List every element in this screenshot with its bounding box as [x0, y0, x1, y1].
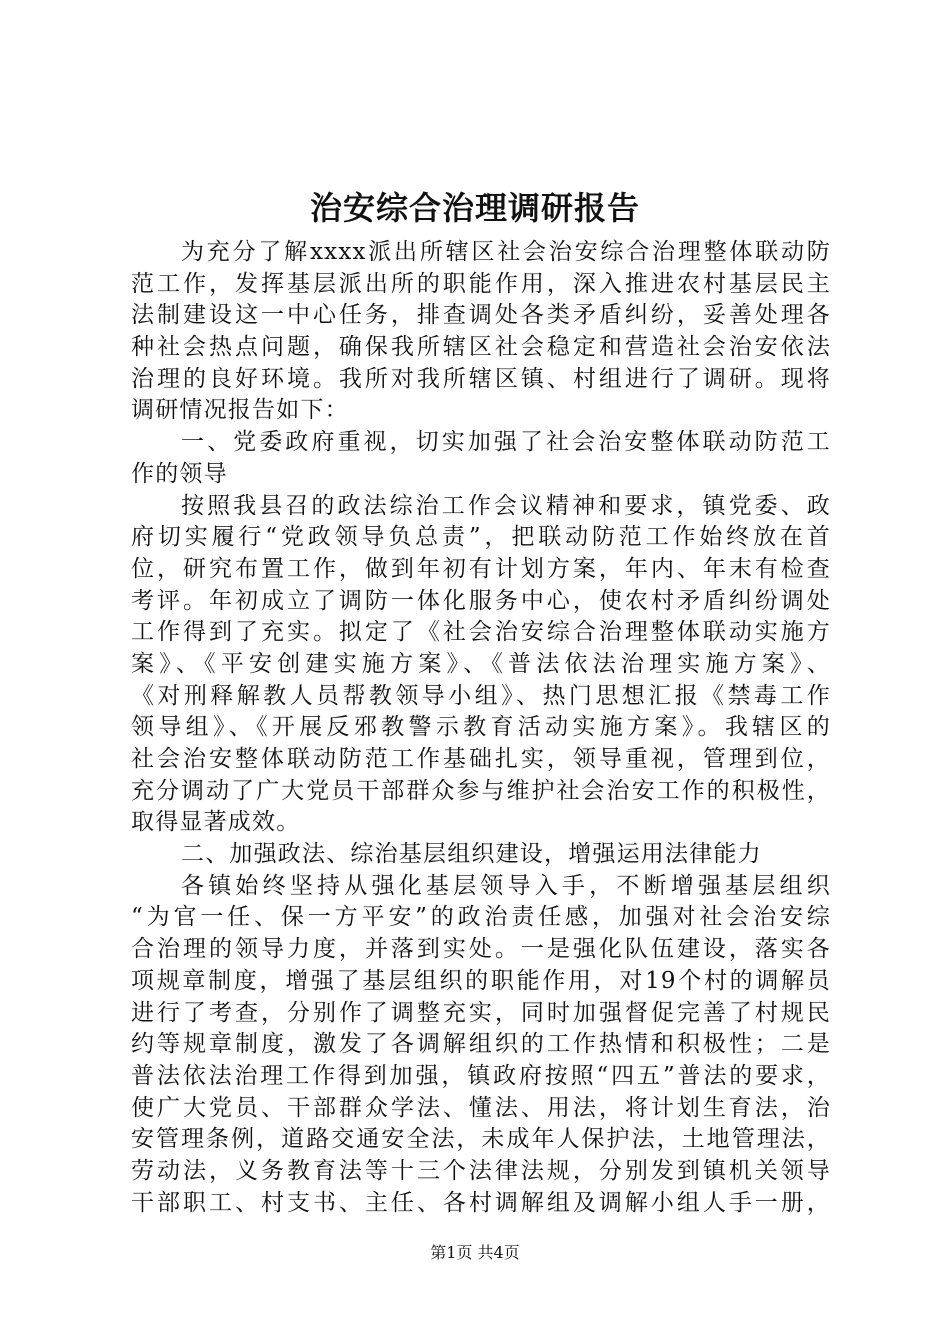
text-line: 考评。年初成立了调防一体化服务中心，使农村矛盾纠纷调处: [131, 587, 831, 614]
text-line: 调研情况报告如下：: [131, 397, 349, 424]
text-line: 为充分了解xxxx派出所辖区社会治安综合治理整体联动防: [181, 239, 831, 265]
text-line: 干部职工、村支书、主任、各村调解组及调解小组人手一册，: [131, 1189, 831, 1216]
text-line: 案》、《平安创建实施方案》、《普法依法治理实施方案》、: [131, 650, 831, 677]
text-line: 劳动法，义务教育法等十三个法律法规，分别发到镇机关领导: [131, 1157, 831, 1184]
text-line: 领导组》、《开展反邪教警示教育活动实施方案》。我辖区的: [131, 714, 831, 741]
text-line: “为官一任、保一方平安”的政治责任感，加强对社会治安综: [131, 904, 831, 931]
text-line: 种社会热点问题，确保我所辖区社会稳定和营造社会治安依法: [131, 334, 831, 361]
text-line: 社会治安整体联动防范工作基础扎实，领导重视，管理到位，: [131, 746, 831, 772]
document-body: [131, 237, 831, 1219]
text-line: 各镇始终坚持从强化基层领导入手，不断增强基层组织: [181, 872, 831, 899]
text-line: 充分调动了广大党员干部群众参与维护社会治安工作的积极性，: [131, 777, 831, 804]
text-line: 项规章制度，增强了基层组织的职能作用，对19个村的调解员: [131, 967, 831, 994]
section-heading-line: 作的领导: [131, 460, 228, 487]
text-line: 《对刑释解教人员帮教领导小组》、热门思想汇报《禁毒工作: [131, 682, 831, 709]
text-line: 位，研究布置工作，做到年初有计划方案，年内、年末有检查: [131, 555, 831, 582]
page-number-footer: 第1页 共4页: [430, 1243, 520, 1262]
text-line: 法制建设这一中心任务，排查调处各类矛盾纠纷，妥善处理各: [131, 302, 831, 329]
text-line: 约等规章制度，激发了各调解组织的工作热情和积极性；二是: [131, 1031, 831, 1058]
document-title: 治安综合治理调研报告: [309, 189, 640, 227]
text-line: 合治理的领导力度，并落到实处。一是强化队伍建设，落实各: [131, 936, 831, 963]
text-line: 范工作，发挥基层派出所的职能作用，深入推进农村基层民主: [131, 270, 831, 297]
section-heading-line: 一、党委政府重视，切实加强了社会治安整体联动防范工: [181, 429, 831, 456]
text-line: 使广大党员、干部群众学法、懂法、用法，将计划生育法，治: [131, 1094, 831, 1121]
text-line: 府切实履行“党政领导负总责”，把联动防范工作始终放在首: [131, 524, 831, 551]
section-heading-line: 二、加强政法、综治基层组织建设，增强运用法律能力: [181, 841, 762, 868]
text-line: 取得显著成效。: [131, 809, 301, 836]
text-line: 普法依法治理工作得到加强，镇政府按照“四五”普法的要求，: [131, 1062, 831, 1089]
text-line: 工作得到了充实。拟定了《社会治安综合治理整体联动实施方: [131, 619, 831, 646]
text-line: 治理的良好环境。我所对我所辖区镇、村组进行了调研。现将: [131, 365, 831, 392]
text-line: 安管理条例，道路交通安全法，未成年人保护法，土地管理法，: [131, 1126, 831, 1153]
text-line: 按照我县召的政法综治工作会议精神和要求，镇党委、政: [181, 492, 831, 519]
text-line: 进行了考查，分别作了调整充实，同时加强督促完善了村规民: [131, 999, 831, 1026]
